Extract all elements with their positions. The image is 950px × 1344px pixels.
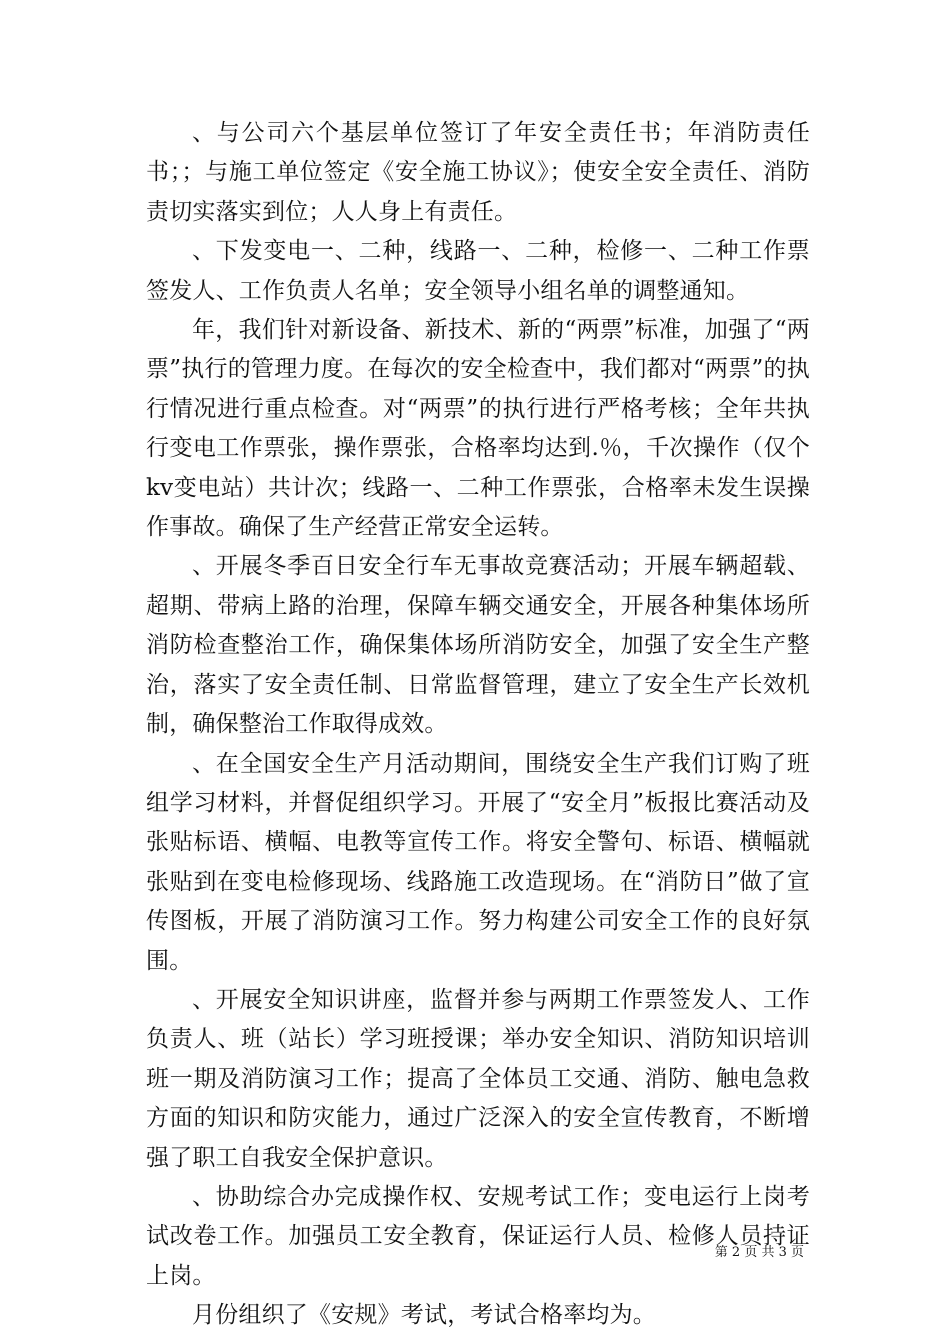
paragraph-winter-safety-campaign: 、开展冬季百日安全行车无事故竞赛活动；开展车辆超载、超期、带病上路的治理，保障车辆交通安全，开展各种集体场所消防检查整治工作，确保集体场所消防安全，加强了安全生产整治，落实了安全责任制、日常监督管理，建立了安全生产长效机制，确保整治工作取得成效。	[146, 553, 810, 738]
paragraph-two-tickets-management: 年，我们针对新设备、新技术、新的“两票”标准，加强了“两票”执行的管理力度。在每次的安全检查中，我们都对“两票”的执行情况进行重点检查。对“两票”的执行进行严格考核；全年共执行变电工作票张，操作票张，合格率均达到.％，千次操作（仅个kv变电站）共计次；线路一、二种工作票张，合格率未发生误操作事故。确保了生产经营正常安全运转。	[146, 317, 810, 541]
paragraph-responsibility-agreements: 、与公司六个基层单位签订了年安全责任书；年消防责任书；；与施工单位签定《安全施工协议》；使安全安全责任、消防责切实落实到位；人人身上有责任。	[146, 120, 810, 225]
paragraph-safety-exam: 月份组织了《安规》考试，考试合格率均为。	[192, 1302, 656, 1329]
paragraph-safety-training: 、开展安全知识讲座，监督并参与两期工作票签发人、工作负责人、班（站长）学习班授课；举办安全知识、消防知识培训班一期及消防演习工作；提高了全体员工交通、消防、触电急救方面的知识和防灾能力，通过广泛深入的安全宣传教育，不断增强了职工自我安全保护意识。	[146, 986, 810, 1171]
paragraph-safety-month: 、在全国安全生产月活动期间，围绕安全生产我们订购了班组学习材料，并督促组织学习。开展了“安全月”板报比赛活动及张贴标语、横幅、电教等宣传工作。将安全警句、标语、横幅就张贴到在变电检修现场、线路施工改造现场。在“消防日”做了宣传图板，开展了消防演习工作。努力构建公司安全工作的良好氛围。	[146, 750, 810, 974]
document-body	[146, 114, 810, 1336]
page-number: 第 2 页 共 3 页	[714, 1245, 804, 1260]
paragraph-work-ticket-list: 、下发变电一、二种，线路一、二种，检修一、二种工作票签发人、工作负责人名单；安全领导小组名单的调整通知。	[146, 238, 810, 304]
paragraph-exam-assistance: 、协助综合办完成操作权、安规考试工作；变电运行上岗考试改卷工作。加强员工安全教育，保证运行人员、检修人员持证上岗。	[146, 1183, 810, 1289]
